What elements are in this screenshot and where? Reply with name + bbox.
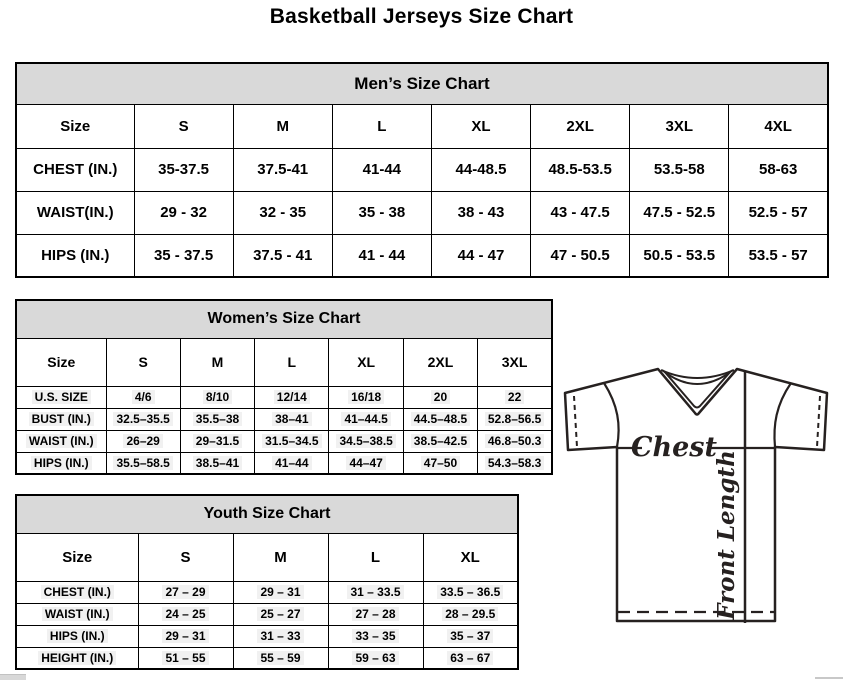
- size-value-cell: 59 – 63: [328, 647, 423, 669]
- table-row: [16, 581, 518, 603]
- table-row: [16, 452, 552, 474]
- column-header: XL: [431, 104, 530, 148]
- row-label: HEIGHT (IN.): [16, 647, 138, 669]
- size-value-cell: 41–44: [255, 452, 329, 474]
- size-value-cell: 22: [478, 386, 552, 408]
- column-header: 3XL: [630, 104, 729, 148]
- size-value-cell: 44 - 47: [431, 234, 530, 277]
- size-value-cell: 4/6: [106, 386, 180, 408]
- size-value-cell: 34.5–38.5: [329, 430, 403, 452]
- youth-size-table: [15, 494, 519, 670]
- row-label: CHEST (IN.): [16, 581, 138, 603]
- table-title: Women’s Size Chart: [16, 300, 552, 338]
- size-value-cell: 46.8–50.3: [478, 430, 552, 452]
- row-label: WAIST(IN.): [16, 191, 134, 234]
- size-value-cell: 35 – 37: [423, 625, 518, 647]
- table-row: [16, 647, 518, 669]
- size-value-cell: 12/14: [255, 386, 329, 408]
- table-row: [16, 148, 828, 191]
- size-value-cell: 51 – 55: [138, 647, 233, 669]
- column-header: M: [233, 533, 328, 581]
- column-header: M: [180, 338, 254, 386]
- size-value-cell: 38–41: [255, 408, 329, 430]
- size-value-cell: 55 – 59: [233, 647, 328, 669]
- womens-size-table: [15, 299, 553, 475]
- size-value-cell: 35 - 37.5: [134, 234, 233, 277]
- size-value-cell: 48.5-53.5: [531, 148, 630, 191]
- front-length-label: Front Length: [713, 450, 740, 620]
- column-header: S: [138, 533, 233, 581]
- size-value-cell: 63 – 67: [423, 647, 518, 669]
- table-title: Men’s Size Chart: [16, 63, 828, 104]
- size-value-cell: 35.5–58.5: [106, 452, 180, 474]
- size-value-cell: 29 – 31: [233, 581, 328, 603]
- column-header: Size: [16, 104, 134, 148]
- row-label: HIPS (IN.): [16, 452, 106, 474]
- size-value-cell: 38 - 43: [431, 191, 530, 234]
- size-value-cell: 41-44: [332, 148, 431, 191]
- size-value-cell: 44.5–48.5: [403, 408, 477, 430]
- column-header: L: [332, 104, 431, 148]
- row-label: HIPS (IN.): [16, 625, 138, 647]
- column-header: L: [255, 338, 329, 386]
- size-value-cell: 41–44.5: [329, 408, 403, 430]
- size-value-cell: 31 – 33: [233, 625, 328, 647]
- bottom-left-fragment: [0, 674, 26, 680]
- size-value-cell: 29 – 31: [138, 625, 233, 647]
- column-header: Size: [16, 338, 106, 386]
- table-row: [16, 234, 828, 277]
- size-value-cell: 35.5–38: [180, 408, 254, 430]
- size-value-cell: 32 - 35: [233, 191, 332, 234]
- size-value-cell: 52.5 - 57: [729, 191, 828, 234]
- size-value-cell: 33.5 – 36.5: [423, 581, 518, 603]
- column-header: 2XL: [531, 104, 630, 148]
- size-value-cell: 27 – 28: [328, 603, 423, 625]
- size-value-cell: 35-37.5: [134, 148, 233, 191]
- size-value-cell: 35 - 38: [332, 191, 431, 234]
- size-value-cell: 43 - 47.5: [531, 191, 630, 234]
- size-value-cell: 37.5-41: [233, 148, 332, 191]
- size-value-cell: 16/18: [329, 386, 403, 408]
- column-header: XL: [423, 533, 518, 581]
- size-value-cell: 54.3–58.3: [478, 452, 552, 474]
- size-value-cell: 50.5 - 53.5: [630, 234, 729, 277]
- column-header: Size: [16, 533, 138, 581]
- size-value-cell: 27 – 29: [138, 581, 233, 603]
- table-row: [16, 430, 552, 452]
- size-value-cell: 58-63: [729, 148, 828, 191]
- table-title: Youth Size Chart: [16, 495, 518, 533]
- table-row: [16, 625, 518, 647]
- page-title: Basketball Jerseys Size Chart: [269, 5, 574, 28]
- row-label: U.S. SIZE: [16, 386, 106, 408]
- chest-label: Chest: [631, 432, 717, 463]
- column-header: S: [134, 104, 233, 148]
- column-header: S: [106, 338, 180, 386]
- row-label: HIPS (IN.): [16, 234, 134, 277]
- size-value-cell: 29–31.5: [180, 430, 254, 452]
- size-value-cell: 20: [403, 386, 477, 408]
- row-label: WAIST (IN.): [16, 603, 138, 625]
- size-value-cell: 52.8–56.5: [478, 408, 552, 430]
- size-value-cell: 41 - 44: [332, 234, 431, 277]
- column-header: XL: [329, 338, 403, 386]
- row-label: BUST (IN.): [16, 408, 106, 430]
- table-row: [16, 603, 518, 625]
- mens-size-table: [15, 62, 829, 278]
- size-value-cell: 32.5–35.5: [106, 408, 180, 430]
- size-value-cell: 47 - 50.5: [531, 234, 630, 277]
- column-header: M: [233, 104, 332, 148]
- size-value-cell: 53.5 - 57: [729, 234, 828, 277]
- size-value-cell: 8/10: [180, 386, 254, 408]
- size-value-cell: 31.5–34.5: [255, 430, 329, 452]
- size-value-cell: 28 – 29.5: [423, 603, 518, 625]
- size-value-cell: 26–29: [106, 430, 180, 452]
- size-value-cell: 24 – 25: [138, 603, 233, 625]
- size-value-cell: 47.5 - 52.5: [630, 191, 729, 234]
- size-value-cell: 29 - 32: [134, 191, 233, 234]
- size-value-cell: 38.5–41: [180, 452, 254, 474]
- table-row: [16, 386, 552, 408]
- row-label: WAIST (IN.): [16, 430, 106, 452]
- column-header: 4XL: [729, 104, 828, 148]
- size-value-cell: 31 – 33.5: [328, 581, 423, 603]
- jersey-diagram: [558, 360, 836, 628]
- table-row: [16, 191, 828, 234]
- column-header: 3XL: [478, 338, 552, 386]
- size-value-cell: 38.5–42.5: [403, 430, 477, 452]
- size-value-cell: 44-48.5: [431, 148, 530, 191]
- size-value-cell: 25 – 27: [233, 603, 328, 625]
- column-header: L: [328, 533, 423, 581]
- row-label: CHEST (IN.): [16, 148, 134, 191]
- size-value-cell: 47–50: [403, 452, 477, 474]
- table-row: [16, 408, 552, 430]
- column-header: 2XL: [403, 338, 477, 386]
- size-value-cell: 37.5 - 41: [233, 234, 332, 277]
- size-value-cell: 44–47: [329, 452, 403, 474]
- size-value-cell: 33 – 35: [328, 625, 423, 647]
- size-value-cell: 53.5-58: [630, 148, 729, 191]
